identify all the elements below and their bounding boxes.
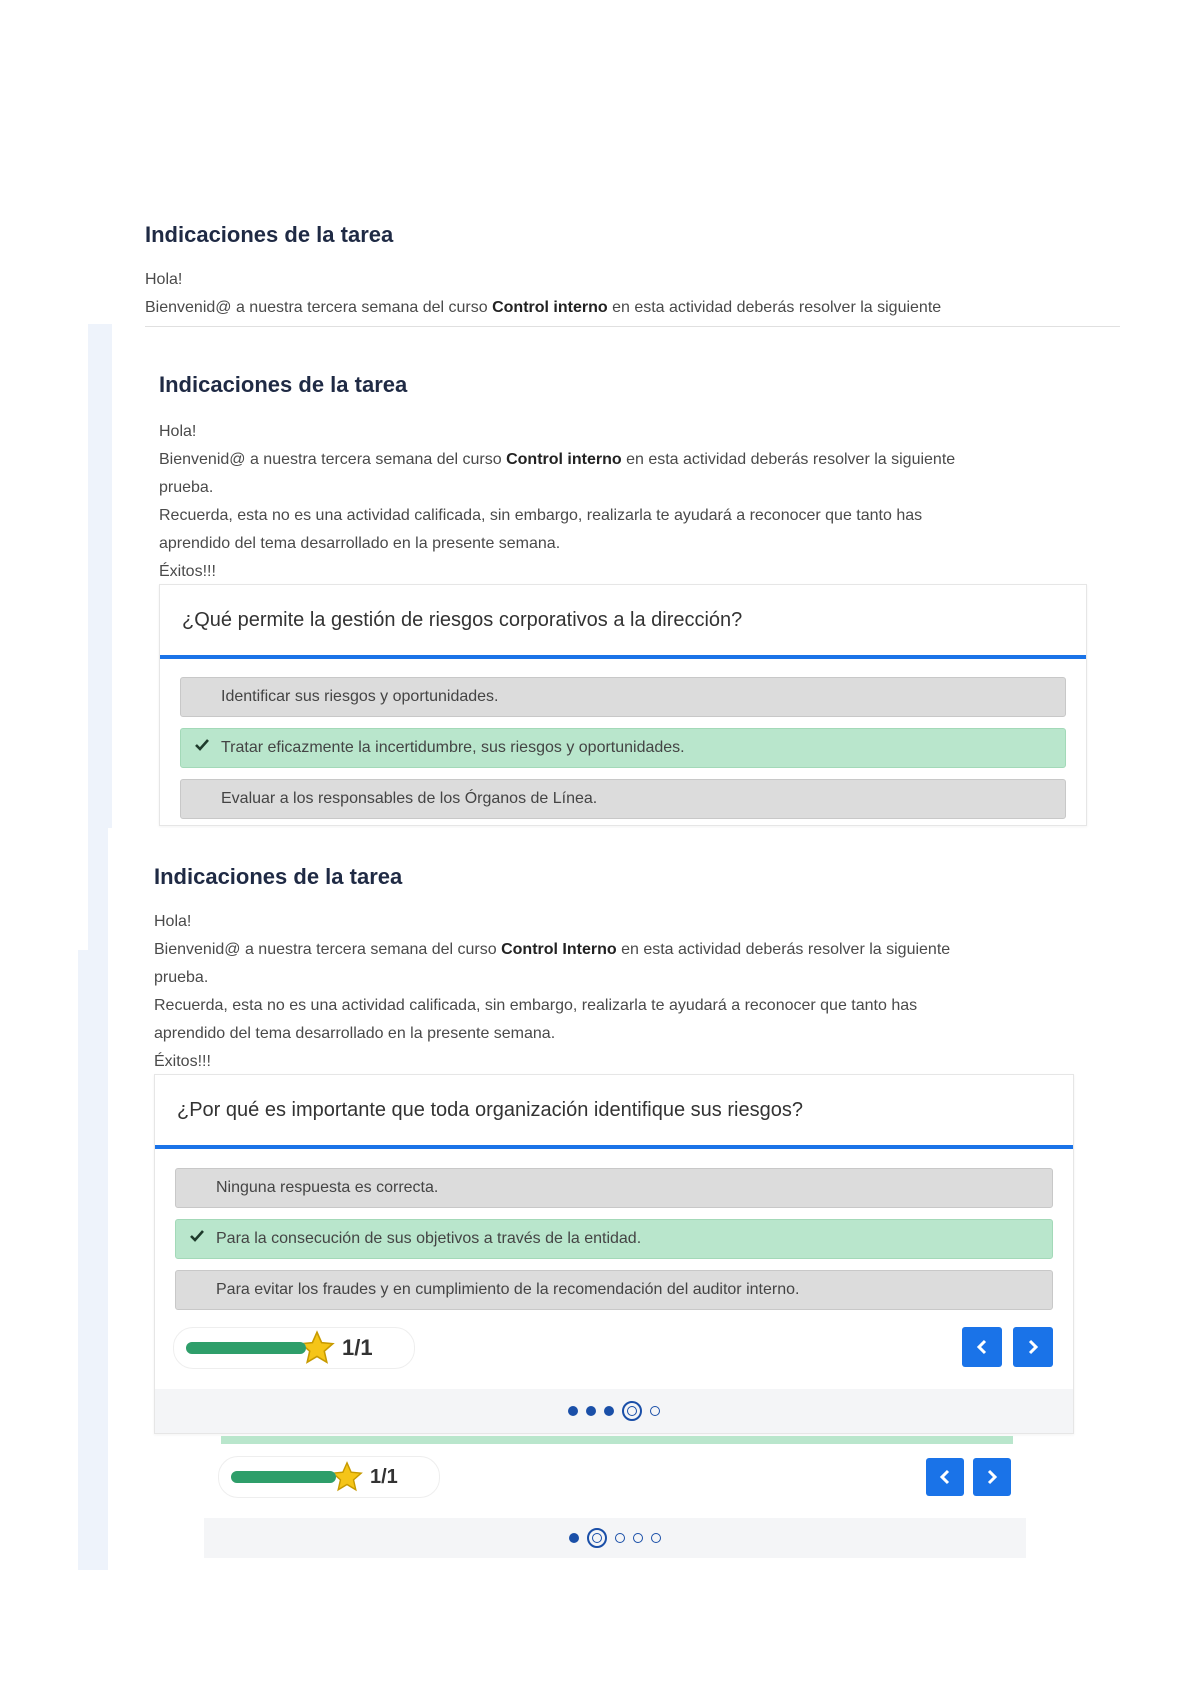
intro-text: Bienvenid@ a nuestra tercera semana del curso bbox=[159, 451, 507, 468]
pagination-dot[interactable] bbox=[633, 1533, 643, 1543]
section3-title: Indicaciones de la tarea bbox=[154, 864, 403, 889]
pagination-dot[interactable] bbox=[615, 1533, 625, 1543]
section1-greeting: Hola! bbox=[145, 271, 183, 288]
side-strip bbox=[78, 950, 108, 1570]
pagination bbox=[155, 1389, 1073, 1433]
answer-option[interactable] bbox=[175, 1270, 1053, 1310]
progress-indicator bbox=[173, 1327, 415, 1369]
course-name: Control Interno bbox=[501, 941, 617, 958]
pagination-dot[interactable] bbox=[604, 1406, 614, 1416]
chevron-right-icon bbox=[985, 1469, 999, 1485]
greeting: Hola! bbox=[159, 423, 197, 440]
next-button[interactable] bbox=[973, 1458, 1011, 1496]
chevron-right-icon bbox=[1026, 1339, 1040, 1355]
progress-bar bbox=[186, 1342, 306, 1354]
reminder: Recuerda, esta no es una actividad calificada, sin embargo, realizarla te ayudará a reconocer que tanto has bbox=[159, 507, 923, 524]
pagination-dot[interactable] bbox=[569, 1533, 579, 1543]
option-label: Tratar eficazmente la incertidumbre, sus riesgos y oportunidades. bbox=[221, 739, 685, 756]
question-underline bbox=[160, 655, 1086, 659]
answer-option-correct[interactable] bbox=[175, 1219, 1053, 1259]
progress-indicator bbox=[218, 1456, 440, 1498]
intro-continued: prueba. bbox=[154, 969, 209, 986]
section1-intro bbox=[145, 294, 941, 322]
question-text: ¿Qué permite la gestión de riesgos corporativos a la dirección? bbox=[182, 609, 743, 631]
intro-text: en esta actividad deberás resolver la siguiente bbox=[607, 299, 942, 316]
chevron-left-icon bbox=[975, 1339, 989, 1355]
option-label: Para la consecución de sus objetivos a través de la entidad. bbox=[216, 1230, 642, 1247]
question-text: ¿Por qué es importante que toda organización identifique sus riesgos? bbox=[177, 1099, 803, 1121]
intro-text: Bienvenid@ a nuestra tercera semana del curso bbox=[145, 299, 493, 316]
progress-track bbox=[186, 1342, 306, 1354]
progress-bar bbox=[231, 1471, 336, 1483]
greeting: Hola! bbox=[154, 913, 192, 930]
closing: Éxitos!!! bbox=[154, 1053, 211, 1070]
reminder-continued: aprendido del tema desarrollado en la presente semana. bbox=[159, 535, 561, 552]
previous-button[interactable] bbox=[962, 1327, 1002, 1367]
closing: Éxitos!!! bbox=[159, 563, 216, 580]
answer-option[interactable] bbox=[180, 779, 1066, 819]
pagination-dot[interactable] bbox=[586, 1406, 596, 1416]
progress-track bbox=[231, 1471, 336, 1483]
previous-button[interactable] bbox=[926, 1458, 964, 1496]
intro-continued: prueba. bbox=[159, 479, 214, 496]
pagination-dot-current[interactable] bbox=[587, 1528, 607, 1548]
intro-text: Bienvenid@ a nuestra tercera semana del curso bbox=[154, 941, 502, 958]
chevron-left-icon bbox=[938, 1469, 952, 1485]
pagination-dot[interactable] bbox=[568, 1406, 578, 1416]
score-text: 1/1 bbox=[370, 1465, 398, 1488]
correct-option-edge bbox=[221, 1436, 1013, 1444]
intro bbox=[154, 936, 1074, 964]
option-label: Identificar sus riesgos y oportunidades. bbox=[221, 688, 499, 705]
question-underline bbox=[155, 1145, 1073, 1149]
option-label: Para evitar los fraudes y en cumplimiento de la recomendación del auditor interno. bbox=[216, 1281, 800, 1298]
section1-title: Indicaciones de la tarea bbox=[145, 222, 394, 247]
check-icon bbox=[195, 738, 209, 752]
course-name: Control interno bbox=[492, 299, 608, 316]
section2-title: Indicaciones de la tarea bbox=[159, 372, 408, 397]
reminder: Recuerda, esta no es una actividad calificada, sin embargo, realizarla te ayudará a reconocer que tanto has bbox=[154, 997, 918, 1014]
answer-option-correct[interactable] bbox=[180, 728, 1066, 768]
quiz-card bbox=[159, 584, 1087, 826]
intro-text: en esta actividad deberás resolver la siguiente bbox=[621, 451, 956, 468]
next-button[interactable] bbox=[1013, 1327, 1053, 1367]
section2-instructions bbox=[159, 418, 1079, 586]
pagination-dot-current[interactable] bbox=[622, 1401, 642, 1421]
pagination bbox=[204, 1518, 1026, 1558]
score-text: 1/1 bbox=[342, 1335, 373, 1360]
intro-text: en esta actividad deberás resolver la siguiente bbox=[616, 941, 951, 958]
intro bbox=[159, 446, 1079, 474]
pagination-dot[interactable] bbox=[650, 1406, 660, 1416]
option-label: Ninguna respuesta es correcta. bbox=[216, 1179, 439, 1196]
quiz-card bbox=[154, 1074, 1074, 1434]
answer-option[interactable] bbox=[175, 1168, 1053, 1208]
check-icon bbox=[190, 1229, 204, 1243]
course-name: Control interno bbox=[506, 451, 622, 468]
answer-option[interactable] bbox=[180, 677, 1066, 717]
pagination-dot[interactable] bbox=[651, 1533, 661, 1543]
section3-instructions bbox=[154, 908, 1074, 1076]
option-label: Evaluar a los responsables de los Órganos de Línea. bbox=[221, 790, 598, 807]
divider bbox=[145, 326, 1120, 327]
reminder-continued: aprendido del tema desarrollado en la presente semana. bbox=[154, 1025, 556, 1042]
